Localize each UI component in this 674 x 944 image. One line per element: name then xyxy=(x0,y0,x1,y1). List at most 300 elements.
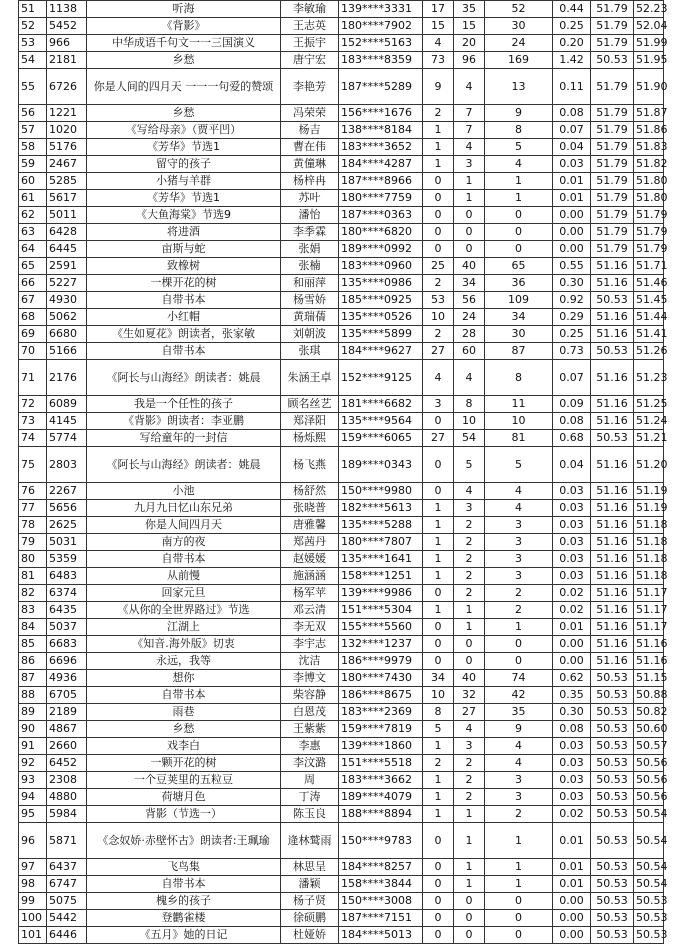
table-cell: 杨军苹 xyxy=(281,585,339,602)
table-cell: 潘怡 xyxy=(281,207,339,224)
table-row xyxy=(19,447,664,483)
table-cell: 35 xyxy=(454,1,485,18)
table-cell: 逄林鹫雨 xyxy=(281,823,339,859)
table-cell: 10 xyxy=(485,413,553,430)
table-cell: 51.90 xyxy=(634,69,664,105)
table-cell: 0.02 xyxy=(553,806,591,823)
table-cell: 50.53 xyxy=(591,893,634,910)
table-cell: 2 xyxy=(423,275,454,292)
table-cell: 郑泽阳 xyxy=(281,413,339,430)
table-cell: 75 xyxy=(19,447,47,483)
table-cell: 84 xyxy=(19,619,47,636)
table-row xyxy=(19,806,664,823)
table-cell: 0.07 xyxy=(553,122,591,139)
table-cell: 5359 xyxy=(47,551,87,568)
table-cell: 40 xyxy=(454,258,485,275)
table-cell: 2 xyxy=(423,105,454,122)
table-cell: 138****8184 xyxy=(339,122,423,139)
table-cell: 登鹳雀楼 xyxy=(87,910,281,927)
table-cell: 4 xyxy=(485,500,553,517)
table-cell: 听海 xyxy=(87,1,281,18)
table-cell: 97 xyxy=(19,859,47,876)
table-cell: 4 xyxy=(454,360,485,396)
table-cell: 55 xyxy=(19,69,47,105)
table-cell: 2189 xyxy=(47,704,87,721)
table-row xyxy=(19,224,664,241)
table-cell: 3 xyxy=(485,568,553,585)
table-cell: 2 xyxy=(454,585,485,602)
table-cell: 8 xyxy=(485,360,553,396)
table-cell: 11 xyxy=(485,396,553,413)
table-cell: 5871 xyxy=(47,823,87,859)
table-cell: 86 xyxy=(19,653,47,670)
table-cell: 6089 xyxy=(47,396,87,413)
table-cell: 0 xyxy=(423,859,454,876)
table-row xyxy=(19,893,664,910)
table-cell: 1 xyxy=(485,876,553,893)
table-cell: 5011 xyxy=(47,207,87,224)
table-cell: 张晓普 xyxy=(281,500,339,517)
table-row xyxy=(19,910,664,927)
table-cell: 致橡树 xyxy=(87,258,281,275)
table-cell: 6445 xyxy=(47,241,87,258)
table-cell: 50.57 xyxy=(634,738,664,755)
table-cell: 187****5289 xyxy=(339,69,423,105)
table-cell: 0.03 xyxy=(553,789,591,806)
table-cell: 5075 xyxy=(47,893,87,910)
table-cell: 0.04 xyxy=(553,139,591,156)
table-cell: 51.16 xyxy=(591,585,634,602)
table-cell: 109 xyxy=(485,292,553,309)
table-cell: 1 xyxy=(485,619,553,636)
table-cell: 4 xyxy=(423,360,454,396)
table-cell: 8 xyxy=(423,704,454,721)
table-cell: 51.16 xyxy=(591,517,634,534)
table-row xyxy=(19,258,664,275)
table-cell: 73 xyxy=(19,413,47,430)
table-cell: 2181 xyxy=(47,52,87,69)
table-cell: 151****5518 xyxy=(339,755,423,772)
table-cell: 0 xyxy=(423,653,454,670)
table-cell: 180****7807 xyxy=(339,534,423,551)
table-cell: 0 xyxy=(454,636,485,653)
table-cell: 刘朝波 xyxy=(281,326,339,343)
table-cell: 1 xyxy=(423,156,454,173)
table-cell: 51.18 xyxy=(634,534,664,551)
table-cell: 42 xyxy=(485,687,553,704)
table-cell: 50.53 xyxy=(591,343,634,360)
table-cell: 2 xyxy=(454,772,485,789)
table-cell: 小猪与羊群 xyxy=(87,173,281,190)
table-cell: 王志英 xyxy=(281,18,339,35)
table-cell: 51.16 xyxy=(591,483,634,500)
table-cell: 你是人间四月天 xyxy=(87,517,281,534)
table-cell: 0.29 xyxy=(553,309,591,326)
table-cell: 4 xyxy=(454,139,485,156)
table-cell: 6452 xyxy=(47,755,87,772)
table-cell: 5984 xyxy=(47,806,87,823)
table-cell: 《大鱼海棠》节选9 xyxy=(87,207,281,224)
table-cell: 187****0363 xyxy=(339,207,423,224)
table-cell: 24 xyxy=(454,309,485,326)
table-row xyxy=(19,704,664,721)
table-cell: 0.25 xyxy=(553,18,591,35)
table-row xyxy=(19,275,664,292)
table-cell: 4 xyxy=(423,35,454,52)
table-cell: 51.83 xyxy=(634,139,664,156)
table-cell: 15 xyxy=(454,18,485,35)
table-cell: 0.44 xyxy=(553,1,591,18)
table-row xyxy=(19,413,664,430)
table-cell: 李敏瑜 xyxy=(281,1,339,18)
table-cell: 自带书本 xyxy=(87,551,281,568)
table-cell: 51.16 xyxy=(591,636,634,653)
table-cell: 6747 xyxy=(47,876,87,893)
table-cell: 189****0343 xyxy=(339,447,423,483)
table-cell: 17 xyxy=(423,1,454,18)
table-cell: 周 xyxy=(281,772,339,789)
table-cell: 79 xyxy=(19,534,47,551)
table-cell: 181****6682 xyxy=(339,396,423,413)
table-cell: 《生如夏花》朗读者，张家敏 xyxy=(87,326,281,343)
table-cell: 135****0526 xyxy=(339,309,423,326)
table-cell: 0.03 xyxy=(553,738,591,755)
table-cell: 50.53 xyxy=(591,755,634,772)
table-row xyxy=(19,721,664,738)
table-cell: 2176 xyxy=(47,360,87,396)
table-cell: 3 xyxy=(454,156,485,173)
table-cell: 9 xyxy=(423,69,454,105)
table-cell: 黄瑞蒨 xyxy=(281,309,339,326)
table-cell: 小池 xyxy=(87,483,281,500)
table-cell: 34 xyxy=(485,309,553,326)
table-cell: 6437 xyxy=(47,859,87,876)
table-cell: 雨巷 xyxy=(87,704,281,721)
table-cell: 73 xyxy=(423,52,454,69)
table-cell: 51.16 xyxy=(634,636,664,653)
table-cell: 杨子贤 xyxy=(281,893,339,910)
table-cell: 59 xyxy=(19,156,47,173)
table-cell: 0 xyxy=(423,876,454,893)
table-cell: 0 xyxy=(423,910,454,927)
table-row xyxy=(19,343,664,360)
table-cell: 50.53 xyxy=(591,292,634,309)
table-cell: 1 xyxy=(423,789,454,806)
table-cell: 张琪 xyxy=(281,343,339,360)
table-cell: 63 xyxy=(19,224,47,241)
table-cell: 132****1237 xyxy=(339,636,423,653)
table-row xyxy=(19,18,664,35)
table-cell: 3 xyxy=(485,789,553,806)
table-cell: 0.01 xyxy=(553,619,591,636)
table-cell: 51.79 xyxy=(591,224,634,241)
table-cell: 51.18 xyxy=(634,568,664,585)
table-cell: 93 xyxy=(19,772,47,789)
table-row xyxy=(19,190,664,207)
table-cell: 184****9627 xyxy=(339,343,423,360)
table-cell: 186****9979 xyxy=(339,653,423,670)
table-cell: 51.16 xyxy=(591,602,634,619)
table-cell: 3 xyxy=(454,738,485,755)
table-cell: 0.01 xyxy=(553,190,591,207)
table-cell: 1 xyxy=(423,772,454,789)
table-cell: 51.87 xyxy=(634,105,664,122)
table-cell: 27 xyxy=(454,704,485,721)
table-cell: 4936 xyxy=(47,670,87,687)
table-cell: 0 xyxy=(454,207,485,224)
table-cell: 0.03 xyxy=(553,534,591,551)
table-cell: 50.60 xyxy=(634,721,664,738)
table-cell: 亩斯与蛇 xyxy=(87,241,281,258)
table-cell: 0 xyxy=(423,447,454,483)
table-cell: 1 xyxy=(423,602,454,619)
table-cell: 0 xyxy=(454,653,485,670)
table-cell: 51.45 xyxy=(634,292,664,309)
table-cell: 0.01 xyxy=(553,823,591,859)
table-cell: 一颗开花的树 xyxy=(87,755,281,772)
table-cell: 6726 xyxy=(47,69,87,105)
table-cell: 5442 xyxy=(47,910,87,927)
table-cell: 1020 xyxy=(47,122,87,139)
table-cell: 1 xyxy=(423,551,454,568)
table-row xyxy=(19,500,664,517)
table-cell: 50.56 xyxy=(634,755,664,772)
table-cell: 40 xyxy=(454,670,485,687)
table-cell: 从前慢 xyxy=(87,568,281,585)
table-cell: 10 xyxy=(423,309,454,326)
table-cell: 0 xyxy=(423,823,454,859)
table-cell: 52 xyxy=(19,18,47,35)
table-row xyxy=(19,241,664,258)
table-cell: 34 xyxy=(423,670,454,687)
table-cell: 50.53 xyxy=(591,704,634,721)
table-cell: 52.23 xyxy=(634,1,664,18)
table-cell: 51.16 xyxy=(591,258,634,275)
table-cell: 3 xyxy=(485,551,553,568)
table-cell: 一个豆荚里的五粒豆 xyxy=(87,772,281,789)
table-row xyxy=(19,927,664,944)
table-cell: 180****7430 xyxy=(339,670,423,687)
table-cell: 67 xyxy=(19,292,47,309)
table-cell: 2 xyxy=(454,517,485,534)
table-cell: 0.03 xyxy=(553,772,591,789)
table-cell: 135****5899 xyxy=(339,326,423,343)
table-cell: 0.00 xyxy=(553,653,591,670)
table-cell: 0 xyxy=(423,893,454,910)
table-cell: 1 xyxy=(423,122,454,139)
table-cell: 我是一个任性的孩子 xyxy=(87,396,281,413)
table-cell: 70 xyxy=(19,343,47,360)
table-cell: 0.01 xyxy=(553,173,591,190)
table-cell: 80 xyxy=(19,551,47,568)
table-cell: 3 xyxy=(485,772,553,789)
table-row xyxy=(19,653,664,670)
table-cell: 1 xyxy=(454,823,485,859)
table-cell: 0.00 xyxy=(553,927,591,944)
table-cell: 陈玉良 xyxy=(281,806,339,823)
table-cell: 4 xyxy=(454,483,485,500)
table-cell: 51.44 xyxy=(634,309,664,326)
table-cell: 0.73 xyxy=(553,343,591,360)
table-cell: 2591 xyxy=(47,258,87,275)
table-cell: 李汶潞 xyxy=(281,755,339,772)
table-cell: 0 xyxy=(485,224,553,241)
table-cell: 76 xyxy=(19,483,47,500)
table-row xyxy=(19,602,664,619)
table-cell: 背影（节选一） xyxy=(87,806,281,823)
table-cell: 1 xyxy=(423,500,454,517)
table-cell: 2 xyxy=(454,789,485,806)
table-cell: 72 xyxy=(19,396,47,413)
table-cell: 9 xyxy=(485,105,553,122)
table-cell: 2467 xyxy=(47,156,87,173)
table-cell: 159****6065 xyxy=(339,430,423,447)
table-row xyxy=(19,309,664,326)
table-cell: 189****0992 xyxy=(339,241,423,258)
table-cell: 0.00 xyxy=(553,893,591,910)
table-cell: 1 xyxy=(454,173,485,190)
table-cell: 51.79 xyxy=(634,241,664,258)
table-cell: 50.53 xyxy=(591,721,634,738)
table-cell: 邓云清 xyxy=(281,602,339,619)
table-cell: 30 xyxy=(485,326,553,343)
table-cell: 4880 xyxy=(47,789,87,806)
table-cell: 185****0925 xyxy=(339,292,423,309)
table-cell: 77 xyxy=(19,500,47,517)
table-cell: 0.03 xyxy=(553,568,591,585)
table-cell: 51.79 xyxy=(591,207,634,224)
table-cell: 183****3662 xyxy=(339,772,423,789)
table-cell: 6680 xyxy=(47,326,87,343)
table-cell: 《阿长与山海经》朗读者：姚晨 xyxy=(87,447,281,483)
table-cell: 51.19 xyxy=(634,500,664,517)
table-cell: 4 xyxy=(485,738,553,755)
table-cell: 1 xyxy=(454,876,485,893)
table-cell: 135****0986 xyxy=(339,275,423,292)
table-cell: 74 xyxy=(485,670,553,687)
table-cell: 96 xyxy=(19,823,47,859)
table-cell: 2 xyxy=(485,602,553,619)
table-cell: 187****7151 xyxy=(339,910,423,927)
table-row xyxy=(19,568,664,585)
table-cell: 139****9986 xyxy=(339,585,423,602)
table-cell: 0.30 xyxy=(553,275,591,292)
table-cell: 自带书本 xyxy=(87,876,281,893)
table-cell: 51.16 xyxy=(591,275,634,292)
table-cell: 0 xyxy=(423,619,454,636)
table-row xyxy=(19,585,664,602)
table-cell: 57 xyxy=(19,122,47,139)
table-cell: 2 xyxy=(485,585,553,602)
table-cell: 36 xyxy=(485,275,553,292)
table-cell: 27 xyxy=(423,343,454,360)
table-cell: 94 xyxy=(19,789,47,806)
table-cell: 1 xyxy=(485,173,553,190)
table-cell: 0 xyxy=(485,653,553,670)
table-cell: 《阿长与山海经》朗读者：姚晨 xyxy=(87,360,281,396)
table-cell: 51.79 xyxy=(591,241,634,258)
table-cell: 51.16 xyxy=(591,360,634,396)
table-cell: 34 xyxy=(454,275,485,292)
table-cell: 6696 xyxy=(47,653,87,670)
table-cell: 51.15 xyxy=(634,670,664,687)
table-cell: 《五月》她的日记 xyxy=(87,927,281,944)
table-cell: 0 xyxy=(485,927,553,944)
table-cell: 74 xyxy=(19,430,47,447)
table-cell: 50.56 xyxy=(634,772,664,789)
table-cell: 20 xyxy=(454,35,485,52)
table-cell: 10 xyxy=(454,413,485,430)
table-row xyxy=(19,534,664,551)
table-cell: 24 xyxy=(485,35,553,52)
table-cell: 50.54 xyxy=(634,806,664,823)
table-cell: 152****5163 xyxy=(339,35,423,52)
table-cell: 99 xyxy=(19,893,47,910)
table-cell: 5 xyxy=(485,139,553,156)
table-cell: 你是人间的四月天 一一一句爱的赞颂 xyxy=(87,69,281,105)
table-row xyxy=(19,396,664,413)
table-cell: 《念奴娇·赤壁怀古》朗读者:王珮瑜 xyxy=(87,823,281,859)
table-cell: 5037 xyxy=(47,619,87,636)
table-cell: 966 xyxy=(47,35,87,52)
table-row xyxy=(19,207,664,224)
table-cell: 一棵开花的树 xyxy=(87,275,281,292)
table-cell: 188****8894 xyxy=(339,806,423,823)
table-cell: 回家元旦 xyxy=(87,585,281,602)
table-cell: 139****3331 xyxy=(339,1,423,18)
table-cell: 51.16 xyxy=(591,653,634,670)
table-cell: 1 xyxy=(485,823,553,859)
table-cell: 《芳华》节选1 xyxy=(87,139,281,156)
table-cell: 95 xyxy=(19,806,47,823)
table-cell: 1 xyxy=(485,190,553,207)
table-cell: 6683 xyxy=(47,636,87,653)
table-cell: 52 xyxy=(485,1,553,18)
table-cell: 0 xyxy=(454,241,485,258)
table-cell: 5617 xyxy=(47,190,87,207)
table-cell: 施涵涵 xyxy=(281,568,339,585)
table-cell: 7 xyxy=(454,105,485,122)
table-row xyxy=(19,789,664,806)
table-cell: 0 xyxy=(485,207,553,224)
table-cell: 156****1676 xyxy=(339,105,423,122)
table-cell: 0.02 xyxy=(553,602,591,619)
table-cell: 50.53 xyxy=(591,430,634,447)
table-cell: 2 xyxy=(454,755,485,772)
table-cell: 4 xyxy=(454,69,485,105)
table-cell: 90 xyxy=(19,721,47,738)
table-cell: 0 xyxy=(454,893,485,910)
table-cell: 51.16 xyxy=(591,413,634,430)
table-cell: 冯荣荣 xyxy=(281,105,339,122)
table-cell: 飞鸟集 xyxy=(87,859,281,876)
table-cell: 68 xyxy=(19,309,47,326)
table-cell: 0.35 xyxy=(553,687,591,704)
table-cell: 4145 xyxy=(47,413,87,430)
table-cell: 2660 xyxy=(47,738,87,755)
table-cell: 4 xyxy=(485,156,553,173)
table-cell: 3 xyxy=(454,500,485,517)
table-cell: 自带书本 xyxy=(87,687,281,704)
table-cell: 53 xyxy=(423,292,454,309)
table-cell: 0.03 xyxy=(553,551,591,568)
table-row xyxy=(19,173,664,190)
table-row xyxy=(19,326,664,343)
table-cell: 1.42 xyxy=(553,52,591,69)
table-cell: 5 xyxy=(454,447,485,483)
table-cell: 189****4079 xyxy=(339,789,423,806)
table-cell: 自带书本 xyxy=(87,292,281,309)
